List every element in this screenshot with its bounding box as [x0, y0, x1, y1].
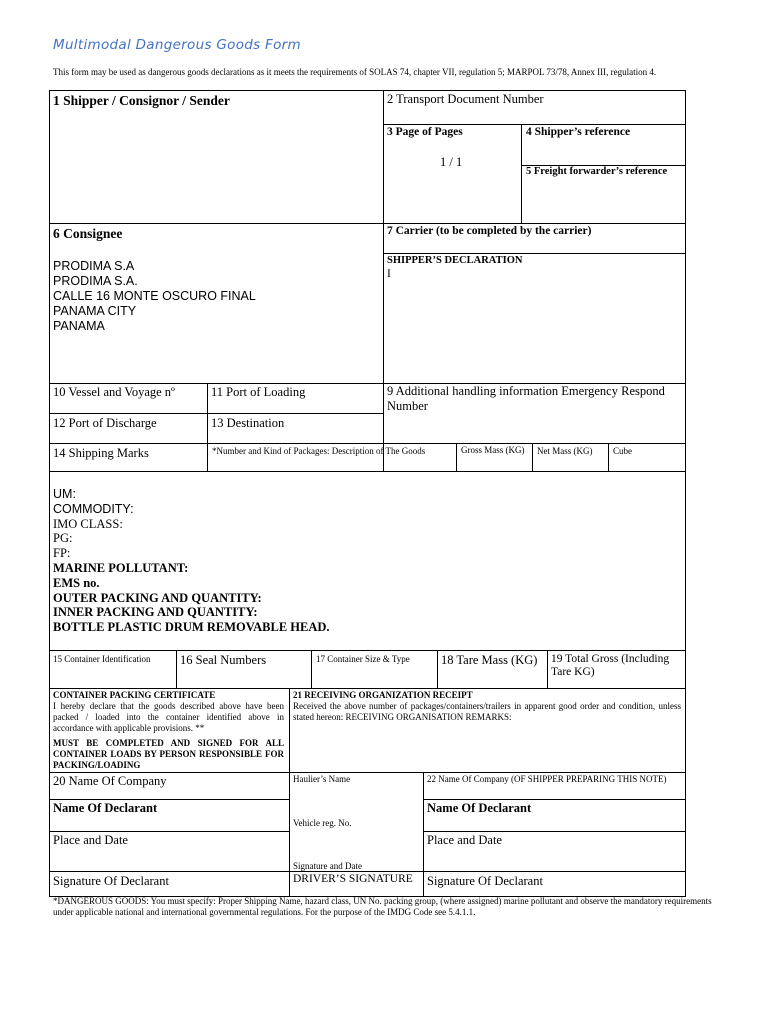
form-title: Multimodal Dangerous Goods Form	[53, 37, 301, 53]
rule	[176, 650, 177, 688]
rule	[49, 831, 289, 832]
goods-ems: EMS no.	[53, 575, 100, 590]
field-1-shipper: 1 Shipper / Consignor / Sender	[53, 93, 230, 108]
field-4-shipper-reference: 4 Shipper’s reference	[526, 126, 631, 138]
rule	[383, 124, 685, 125]
rule	[49, 871, 685, 872]
rule	[49, 413, 383, 414]
receiving-receipt-text: Received the above number of packages/containers/trailers in apparent good order and condition, unless stated hereon: RECEIVING ORGANISATION REMARKS:	[293, 701, 681, 722]
field-18-tare-mass: 18 Tare Mass (KG)	[441, 653, 538, 667]
field-2-transport-doc: 2 Transport Document Number	[387, 92, 544, 106]
consignee-line: PANAMA CITY	[53, 304, 137, 318]
place-and-date-left: Place and Date	[53, 833, 128, 847]
rule	[49, 688, 685, 689]
goods-pg: PG:	[53, 531, 73, 546]
rule	[49, 471, 685, 472]
field-5-freight-forwarder: 5 Freight forwarder’s reference	[526, 166, 668, 177]
signature-of-declarant-right: Signature Of Declarant	[427, 874, 543, 888]
rule	[437, 650, 438, 688]
shippers-declaration-title: SHIPPER’S DECLARATION	[387, 255, 523, 266]
field-14-shipping-marks: 14 Shipping Marks	[53, 446, 149, 460]
declaration-value: I	[387, 268, 391, 280]
consignee-line: CALLE 16 MONTE OSCURO FINAL	[53, 289, 256, 303]
field-20-name-of-company: 20 Name Of Company	[53, 774, 167, 788]
rule	[49, 799, 289, 800]
goods-um: UM:	[53, 487, 76, 501]
field-3-page-of-pages: 3 Page of Pages	[387, 126, 463, 138]
rule	[49, 772, 685, 773]
rule	[423, 799, 685, 800]
goods-fp: FP:	[53, 546, 71, 561]
rule	[49, 443, 685, 444]
consignee-address	[53, 259, 256, 334]
container-packing-certificate-note: MUST BE COMPLETED AND SIGNED FOR ALL CONTAINER LOADS BY PERSON RESPONSIBLE FOR PACKING/LOADING	[53, 738, 284, 770]
place-and-date-right: Place and Date	[427, 833, 502, 847]
rule	[608, 443, 609, 471]
field-16-seal-numbers: 16 Seal Numbers	[180, 653, 267, 667]
rule	[49, 650, 685, 651]
field-15-container-id: 15 Container Identification	[53, 654, 151, 664]
field-19-total-gross: 19 Total Gross (Including Tare KG)	[551, 653, 670, 678]
field-12-port-of-discharge: 12 Port of Discharge	[53, 416, 157, 430]
field-7-carrier: 7 Carrier (to be completed by the carrier)	[387, 225, 592, 237]
rule	[383, 253, 685, 254]
rule	[207, 383, 208, 471]
rule	[423, 831, 685, 832]
drivers-signature: DRIVER’S SIGNATURE	[293, 873, 413, 885]
hauliers-name: Haulier’s Name	[293, 774, 351, 784]
rule	[532, 443, 533, 471]
consignee-line: PRODIMA S.A.	[53, 274, 138, 288]
vehicle-reg-no: Vehicle reg. No.	[293, 818, 352, 828]
rule	[456, 443, 457, 471]
field-11-port-of-loading: 11 Port of Loading	[211, 385, 306, 399]
rule	[423, 772, 424, 897]
field-13-destination: 13 Destination	[211, 416, 285, 430]
goods-outer-packing: OUTER PACKING AND QUANTITY:	[53, 590, 262, 605]
consignee-line: PANAMA	[53, 319, 105, 333]
net-mass-header: Net Mass (KG)	[537, 446, 593, 456]
goods-inner-packing: INNER PACKING AND QUANTITY:	[53, 605, 258, 620]
rule	[49, 223, 685, 224]
field-9-additional-handling: 9 Additional handling information Emergency Respond Number	[387, 384, 665, 413]
goods-description	[53, 487, 330, 635]
footer-note: *DANGEROUS GOODS: You must specify: Proper Shipping Name, hazard class, UN No. packing group, (where assigned) marine pollutant and observe the mandatory requirements under applicable national and international governmental regulations. For the purpose of the IMDG Code see 5.4.1.1.	[53, 896, 712, 917]
container-packing-certificate-title: CONTAINER PACKING CERTIFICATE	[53, 690, 216, 700]
name-of-declarant-left: Name Of Declarant	[53, 801, 158, 815]
goods-imo-class: IMO CLASS:	[53, 516, 123, 531]
rule	[521, 124, 522, 223]
cube-header: Cube	[613, 446, 632, 456]
gross-mass-header: Gross Mass (KG)	[461, 445, 525, 455]
rule	[311, 650, 312, 688]
rule	[383, 90, 384, 471]
name-of-declarant-right: Name Of Declarant	[427, 801, 532, 815]
field-21-receiving-receipt: 21 RECEIVING ORGANIZATION RECEIPT	[293, 690, 473, 700]
goods-bottle: BOTTLE PLASTIC DRUM REMOVABLE HEAD.	[53, 620, 330, 635]
rule	[289, 688, 290, 897]
field-10-vessel-voyage: 10 Vessel and Voyage nº	[53, 385, 175, 399]
signature-of-declarant-left: Signature Of Declarant	[53, 874, 169, 888]
field-17-container-size: 17 Container Size & Type	[316, 654, 410, 664]
rule	[547, 650, 548, 688]
consignee-line: PRODIMA S.A	[53, 259, 135, 273]
page-value: 1 / 1	[440, 155, 463, 169]
field-22-name-of-company: 22 Name Of Company (OF SHIPPER PREPARING THIS NOTE)	[427, 774, 667, 784]
field-6-consignee: 6 Consignee	[53, 226, 123, 241]
signature-and-date: Signature and Date	[293, 861, 362, 871]
packages-description-header: *Number and Kind of Packages: Description of The Goods	[212, 446, 426, 456]
goods-commodity: COMMODITY:	[53, 501, 134, 516]
container-packing-certificate-text: I hereby declare that the goods described above have been packed / loaded into the container identified above in accordance with applicable provisions. **	[53, 701, 284, 733]
intro-text: This form may be used as dangerous goods declarations as it meets the requirements of SOLAS 74, chapter VII, regulation 5; MARPOL 73/78, Annex III, regulation 4.	[53, 67, 657, 77]
goods-marine-pollutant: MARINE POLLUTANT:	[53, 560, 189, 575]
